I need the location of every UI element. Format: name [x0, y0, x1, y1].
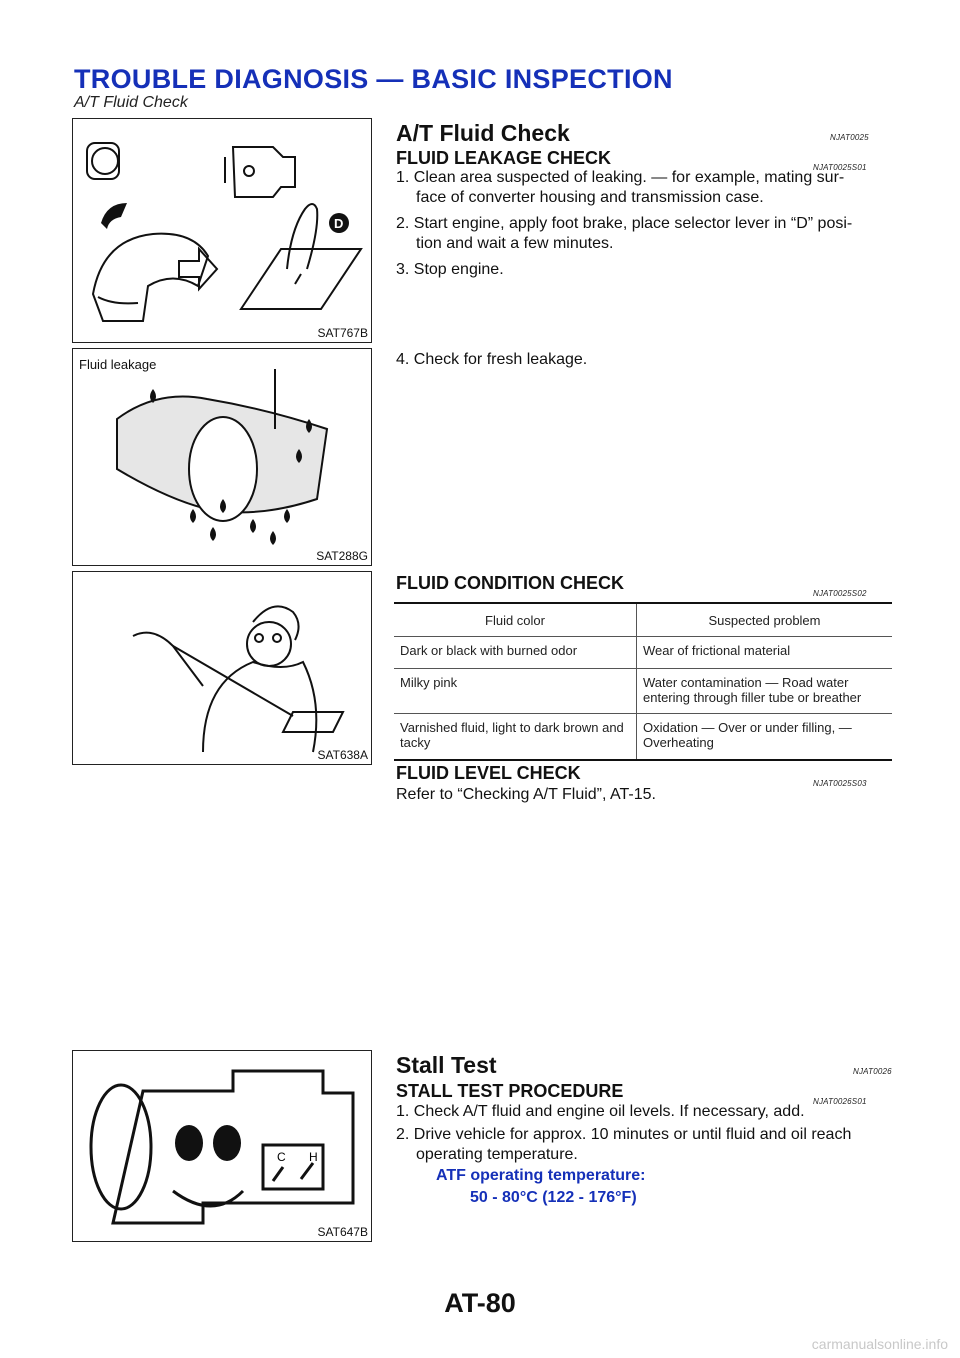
figure-sat647b — [72, 1050, 372, 1242]
watermark: carmanualsonline.info — [811, 1336, 948, 1352]
column-header: Suspected problem — [637, 603, 893, 637]
figure-sat288g — [72, 348, 372, 566]
column-header: Fluid color — [394, 603, 637, 637]
heading-tag: NJAT0025S02 — [813, 589, 867, 598]
section-tag: NJAT0025 — [830, 133, 869, 142]
table-cell: Dark or black with burned odor — [394, 637, 637, 669]
selector-lever-illustration — [73, 119, 371, 341]
page-header-subtitle: A/T Fluid Check — [74, 94, 188, 111]
heading-tag: NJAT0025S01 — [813, 163, 867, 172]
figure-sat767b — [72, 118, 372, 343]
table-cell: Varnished fluid, light to dark brown and tacky — [394, 714, 637, 760]
table-row — [394, 669, 892, 714]
page-number: AT-80 — [444, 1288, 516, 1318]
table-cell: Water contamination — Road water entering through filler tube or breather — [637, 669, 893, 714]
figure-code: SAT647B — [317, 1225, 368, 1239]
figure-sat638a — [72, 571, 372, 765]
heading-stall-test-procedure: STALL TEST PROCEDURE — [396, 1081, 624, 1101]
heading-fluid-leakage-check: FLUID LEAKAGE CHECK — [396, 148, 611, 168]
figure-label: Fluid leakage — [79, 357, 157, 372]
engine-temperature-illustration — [73, 1051, 371, 1241]
leakage-step-1: 1. Clean area suspected of leaking. — for example, mating sur- face of converter housing and transmission case. — [396, 169, 845, 206]
stall-step-2: 2. Drive vehicle for approx. 10 minutes or until fluid and oil reach operating temperature. — [396, 1126, 852, 1163]
stall-step-1: 1. Check A/T fluid and engine oil levels. If necessary, add. — [396, 1103, 805, 1120]
heading-fluid-condition-check: FLUID CONDITION CHECK — [396, 573, 624, 593]
table-row — [394, 714, 892, 760]
table-header-row — [394, 603, 892, 637]
table-row — [394, 637, 892, 669]
fluid-level-text: Refer to “Checking A/T Fluid”, AT-15. — [396, 786, 656, 803]
fluid-condition-table — [394, 602, 892, 761]
mechanic-dipstick-illustration — [73, 572, 371, 764]
leakage-step-2: 2. Start engine, apply foot brake, place selector lever in “D” posi- tion and wait a few minutes. — [396, 215, 853, 252]
section-title-fluid-check: A/T Fluid Check — [396, 120, 570, 146]
fluid-leakage-illustration — [73, 349, 371, 564]
table-cell: Wear of frictional material — [637, 637, 893, 669]
spec-value: 50 - 80°C (122 - 176°F) — [470, 1189, 637, 1206]
section-tag: NJAT0026 — [853, 1067, 892, 1076]
figure-code: SAT767B — [317, 326, 368, 340]
svg-text:H: H — [309, 1150, 318, 1164]
figure-code: SAT288G — [316, 549, 368, 563]
table-cell: Oxidation — Over or under filling, — Overheating — [637, 714, 893, 760]
leakage-step-4: 4. Check for fresh leakage. — [396, 351, 588, 368]
figure-code: SAT638A — [317, 748, 368, 762]
spec-label: ATF operating temperature: — [436, 1167, 646, 1184]
svg-text:C: C — [277, 1150, 286, 1164]
svg-text:D: D — [334, 216, 344, 231]
leakage-step-3: 3. Stop engine. — [396, 261, 504, 278]
table-cell: Milky pink — [394, 669, 637, 714]
page-header-title: TROUBLE DIAGNOSIS — BASIC INSPECTION — [74, 64, 673, 94]
section-title-stall-test: Stall Test — [396, 1052, 497, 1078]
heading-fluid-level-check: FLUID LEVEL CHECK — [396, 763, 581, 783]
heading-tag: NJAT0026S01 — [813, 1097, 867, 1106]
heading-tag: NJAT0025S03 — [813, 779, 867, 788]
